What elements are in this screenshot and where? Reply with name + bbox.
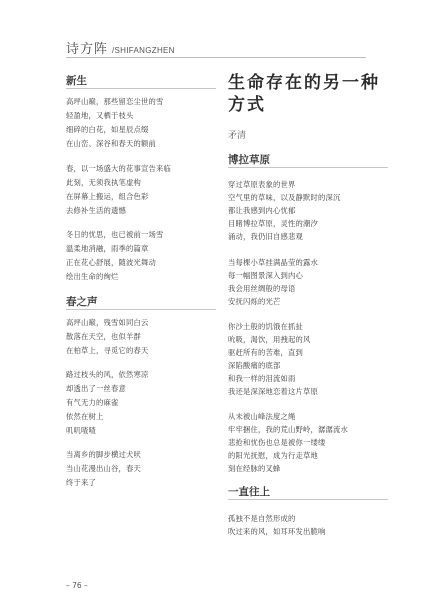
poem-line: 刻在经脉的叉蜂 <box>228 464 281 473</box>
poem-line: 目睹博拉草原，灵性的潮汐 <box>228 219 318 228</box>
poem-line: 安抚闪烁的光芒 <box>228 297 281 306</box>
poem-line: 空气里的草味，以及静默时的深沉 <box>228 193 341 202</box>
poem-line: 都让我感到内心忧郁 <box>228 206 296 215</box>
page-number: – 76 – <box>66 581 88 590</box>
poem-title-xinsheng: 新生 <box>66 75 87 87</box>
column-title: 诗方阵 <box>66 42 109 57</box>
poem-title-divider <box>66 309 216 310</box>
poem-line: 终于来了 <box>66 478 96 487</box>
poem-line: 孤独不是自然形成的 <box>228 514 296 523</box>
poem-line: 绘出生命的绚烂 <box>66 272 119 281</box>
poem-line: 有气无力的麻雀 <box>66 398 119 407</box>
poem-line: 高坪山巅，那些留恋尘世的雪 <box>66 97 164 106</box>
poem-line: 正在花心舒展，随波光舞动 <box>66 258 156 267</box>
poem-line: 和我一样的泪流如雨 <box>228 374 296 383</box>
poem-title-yizhiwangshang: 一直往上 <box>228 486 270 498</box>
poem-line: 吮吸，渴饮，用拽起的风 <box>228 335 311 344</box>
feature-title-line1: 生命存在的另一种 <box>228 73 380 93</box>
poem-line: 冬日的忧思，也已被前一场雪 <box>66 230 164 239</box>
poem-line: 在山峦、深谷和春天的额前 <box>66 139 156 148</box>
poem-line: 每一幅图景深入到内心 <box>228 271 303 280</box>
poem-line: 散落在天空，也似羊群 <box>66 332 141 341</box>
poem-line: 在屏幕上搬运，组合色彩 <box>66 192 149 201</box>
poem-line: 吹过来的风，如耳环发出脆响 <box>228 527 326 536</box>
author-name: 矛清 <box>228 131 247 141</box>
poem-line: 我还是深深地恋着这片草原 <box>228 387 318 396</box>
poem-line: 当山花漫出山谷，春天 <box>66 464 141 473</box>
poem-line: 去修补生活的遗憾 <box>66 206 126 215</box>
poem-title-chunzhisheng: 春之声 <box>66 296 98 308</box>
poem-line: 深陷酸痛的底部 <box>228 361 281 370</box>
poem-line: 我会用丝绸般的母语 <box>228 284 296 293</box>
poem-line: 却透出了一丝春意 <box>66 384 126 393</box>
poem-title-bolacaoyuan: 博拉草原 <box>228 154 270 166</box>
poem-line: 依然在树上 <box>66 412 104 421</box>
poem-line: 牢牢捆住，我的荒山野岭，潺潺流水 <box>228 425 348 434</box>
header-divider <box>66 57 366 58</box>
poem-line: 当离乡的脚步横过犬吠 <box>66 450 141 459</box>
poem-title-divider <box>66 88 216 89</box>
poem-line: 叽叽喳喳 <box>66 426 96 435</box>
poem-line: 当每棵小草挂满晶莹的露水 <box>228 258 318 267</box>
poem-line: 高坪山巅，残雪如同白云 <box>66 318 149 327</box>
poem-line: 此刻，无须我执笔虚构 <box>66 178 141 187</box>
poem-line: 穿过草原表象的世界 <box>228 180 296 189</box>
feature-title <box>228 72 380 116</box>
poem-line: 轻盈地，又栖于枝头 <box>66 111 134 120</box>
poem-line: 路过枝头的风，依然寒凉 <box>66 370 149 379</box>
poem-line: 在柏草上，寻觅它的春天 <box>66 346 149 355</box>
column-title-pinyin: /SHIFANGZHEN <box>112 46 175 55</box>
poem-line: 悲抢和忧伤也总是被你一缕缕 <box>228 438 326 447</box>
poem-line: 你沙土般的饥饿在抓扯 <box>228 322 303 331</box>
poem-line: 细碎的白花，如星辰点缀 <box>66 125 149 134</box>
poem-title-divider <box>228 499 388 500</box>
feature-title-line2: 方式 <box>228 95 266 115</box>
poem-line: 涌动，我仍旧自感悲观 <box>228 232 303 241</box>
poem-line: 春，以一场盛大的花事宣告来临 <box>66 164 171 173</box>
page-header <box>66 38 175 57</box>
poem-line: 驱赶所有的苦难，直到 <box>228 348 303 357</box>
poem-line: 的阳光抚慰，成为行走草地 <box>228 451 318 460</box>
poem-line: 从未被山峰法度之绳 <box>228 412 296 421</box>
poem-title-divider <box>228 167 388 168</box>
poem-line: 温柔地消融，雨季的篇章 <box>66 244 149 253</box>
